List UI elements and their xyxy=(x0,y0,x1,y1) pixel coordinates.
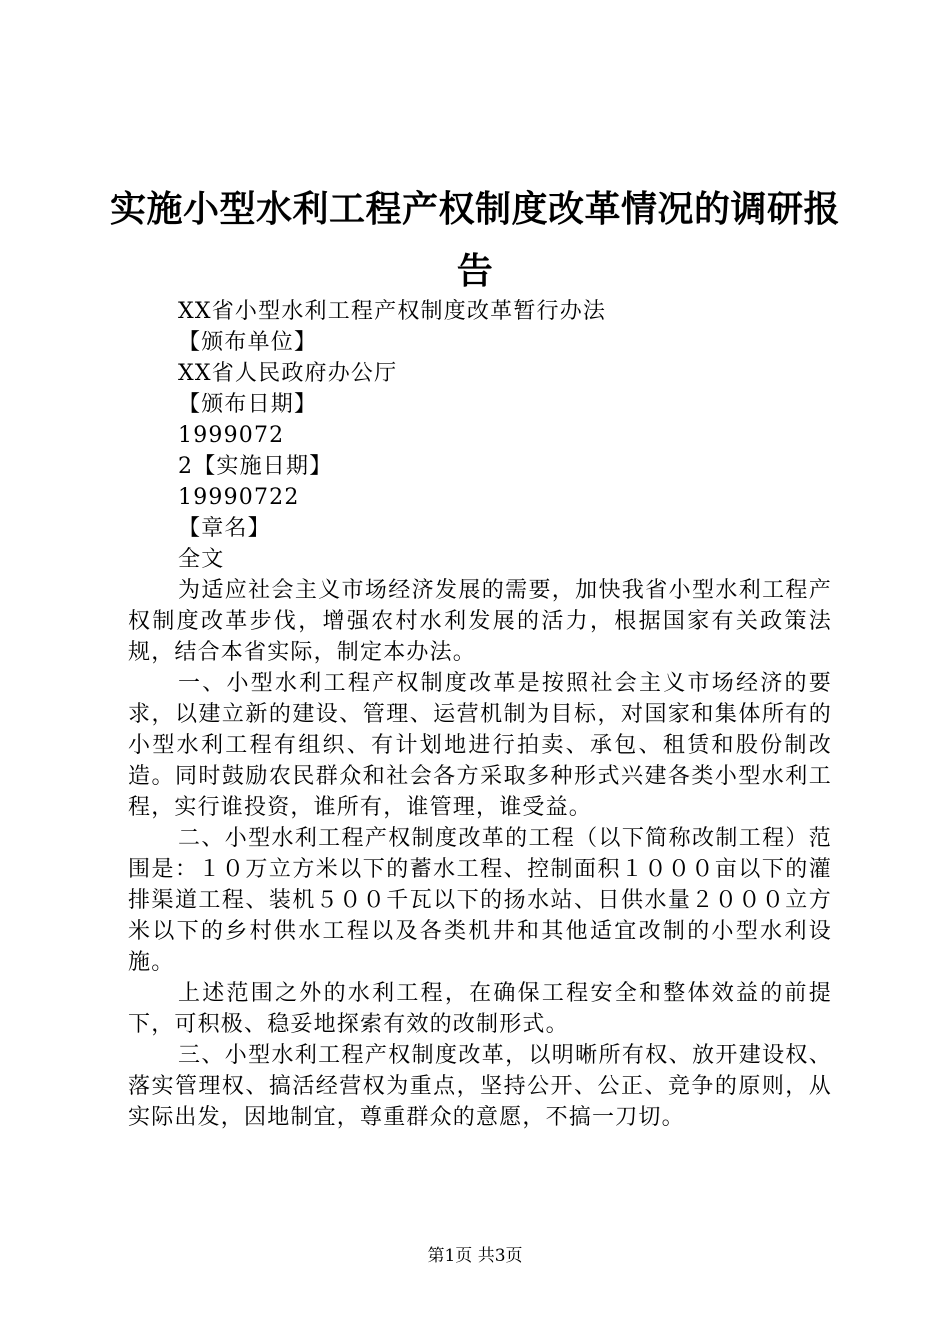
effective-date: 19990722 xyxy=(178,485,300,510)
body-paragraph: 二、小型水利工程产权制度改革的工程（以下简称改制工程）范围是：１０万立方米以下的蓄水工程、控制面积１０００亩以下的灌排渠道工程、装机５００千瓦以下的扬水站、日供水量２０００立方米以下的乡村供水工程以及各类机井和其他适宜改制的小型水利设施。 xyxy=(128,826,832,975)
body-paragraph: 一、小型水利工程产权制度改革是按照社会主义市场经济的要求，以建立新的建设、管理、运营机制为目标，对国家和集体所有的小型水利工程有组织、有计划地进行拍卖、承包、租赁和股份制改造。同时鼓励农民群众和社会各方采取多种形式兴建各类小型水利工程，实行谁投资，谁所有，谁管理，谁受益。 xyxy=(128,671,832,820)
law-name: XX省小型水利工程产权制度改革暂行办法 xyxy=(178,299,607,324)
page-footer: 第1页 共3页 xyxy=(427,1246,523,1266)
document-body xyxy=(128,296,832,1133)
body-paragraph: 三、小型水利工程产权制度改革，以明晰所有权、放开建设权、落实管理权、搞活经营权为重点，坚持公开、公正、竞争的原则，从实际出发，因地制宜，尊重群众的意愿，不搞一刀切。 xyxy=(128,1043,832,1130)
chapter-label: 【章名】 xyxy=(178,516,271,541)
body-paragraph: 上述范围之外的水利工程，在确保工程安全和整体效益的前提下，可积极、稳妥地探索有效的改制形式。 xyxy=(128,981,832,1037)
document-title: 实施小型水利工程产权制度改革情况的调研报告 xyxy=(109,188,840,292)
chapter-name: 全文 xyxy=(178,547,225,572)
issuing-unit: XX省人民政府办公厅 xyxy=(178,361,398,386)
issue-date: 1999072 xyxy=(178,423,285,448)
effective-date-label: 2【实施日期】 xyxy=(178,454,333,479)
body-paragraph: 为适应社会主义市场经济发展的需要，加快我省小型水利工程产权制度改革步伐，增强农村水利发展的活力，根据国家有关政策法规，结合本省实际，制定本办法。 xyxy=(128,578,832,665)
issuing-unit-label: 【颁布单位】 xyxy=(178,330,318,355)
issue-date-label: 【颁布日期】 xyxy=(178,392,318,417)
